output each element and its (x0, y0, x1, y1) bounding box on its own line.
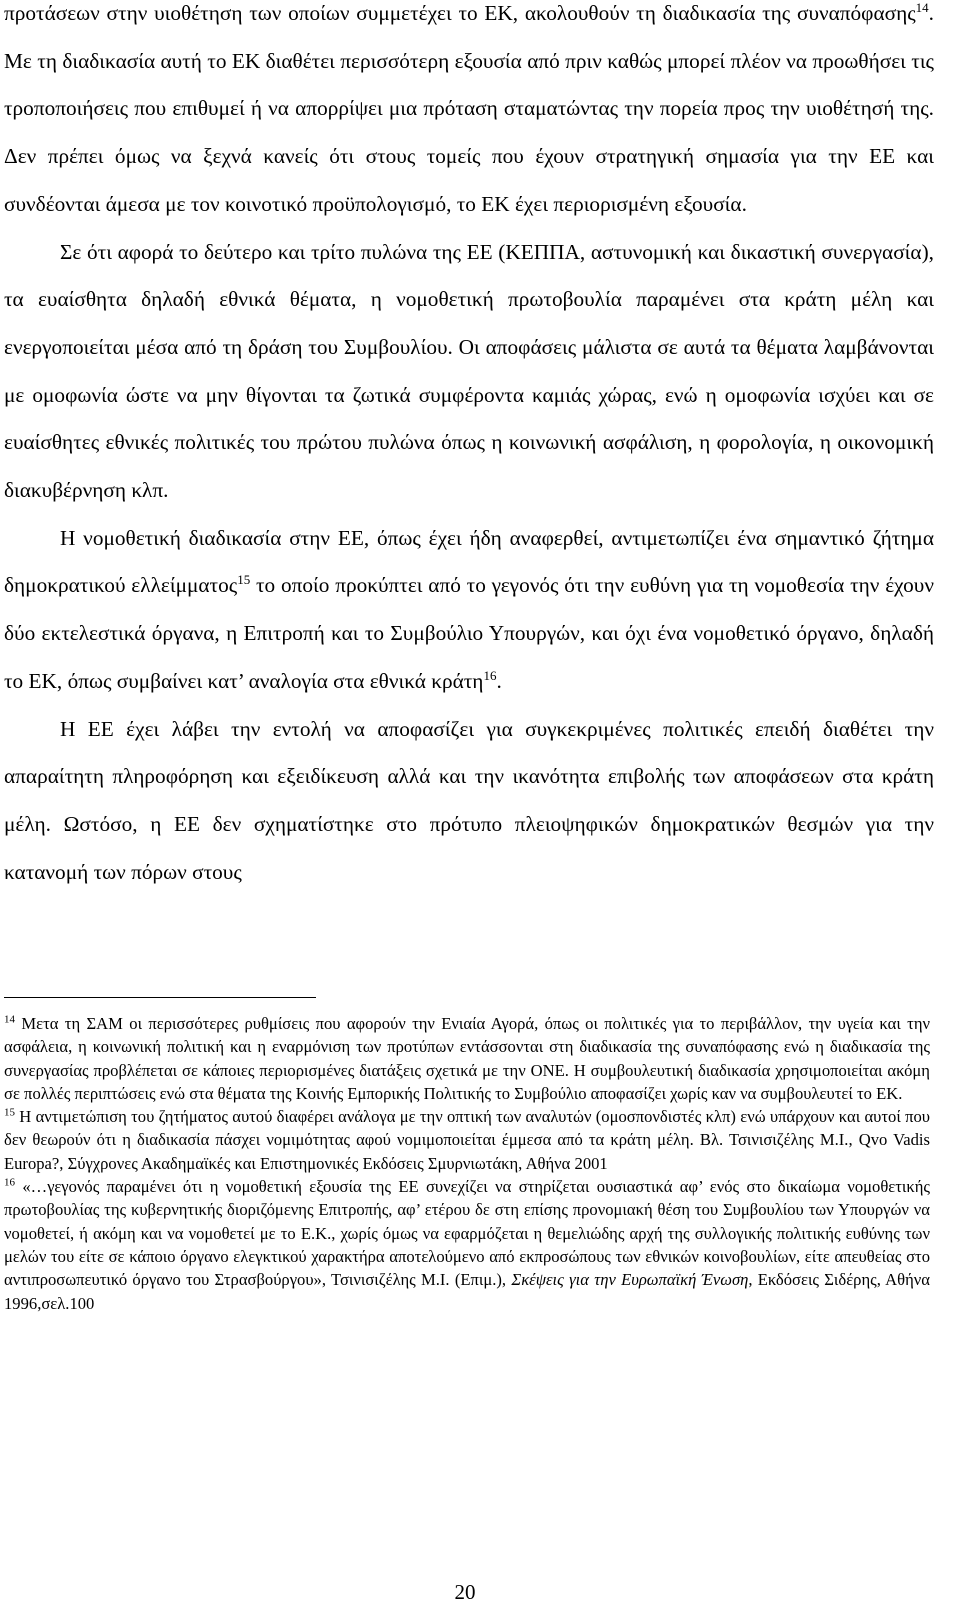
footnote-ref-16[interactable]: 16 (483, 667, 497, 683)
page-number: 20 (454, 1580, 476, 1604)
paragraph-4: Η ΕΕ έχει λάβει την εντολή να αποφασίζει για συγκεκριμένες πολιτικές επειδή διαθέτει την απαραίτητη πληροφόρηση και εξειδίκευση αλλά και την ικανότητα επιβολής των αποφάσεων στα κράτη μέλη. Ωστόσο, η ΕΕ δεν σχηματίστηκε στο πρότυπο πλειοψηφικών δημοκρατικών θεσμών για την κατανομή των πόρων στους (4, 716, 934, 884)
footnote-number: 14 (4, 1013, 15, 1026)
footnotes (4, 1012, 930, 1315)
footnote-separator (4, 997, 316, 998)
footnote-14: $^{14}$ Μετα τη ΣΑΜ οι περισσότερες ρυθμίσεις που αφορούν την Ενιαία Αγορά, όπως οι πολιτικές για το περιβάλλον, την υγεία και την ασφάλεια, η κοινωνική πολιτική και η εναρμόνιση των προτύπων εντάσσονται στη διαδικασία της συναπόφασης ενώ η διαδικασία της συνεργασίας προβλέπεται σε κάποιες περιορισμένες διατάξεις σχετικά με την ΟΝΕ. Η συμβουλευτική διαδικασία χρησιμοποιείται ακόμη σε πολλές περιπτώσεις ενώ στα θέματα της Κοινής Εμπορικής Πολιτικής το Συμβούλιο αποφασίζει χωρίς καν να συμβουλευτεί το ΕΚ. (4, 1013, 930, 1103)
footnote-15: $^{15}$ Η αντιμετώπιση του ζητήματος αυτού διαφέρει ανάλογα με την οπτική των αναλυτών (ομοσπονδιστές κλπ) ενώ υπάρχουν και αυτοί που δεν θεωρούν ότι η διαδικασία πάσχει νομιμότητας αφού νομιμοποιείται έμμεσα από τα κράτη μέλη. Βλ. Τσινισιζέλης Μ.Ι., Qvo Vadis Europa?, Σύγχρονες Ακαδημαϊκές και Επιστημονικές Εκδόσεις Σμυρνιωτάκη, Αθήνα 2001 (4, 1106, 930, 1173)
paragraph-1: προτάσεων στην υιοθέτηση των οποίων συμμετέχει το ΕΚ, ακολουθούν τη διαδικασία της συναπόφασης$^{14}$. Με τη διαδικασία αυτή το ΕΚ διαθέτει περισσότερη εξουσία από πριν καθώς μπορεί πλέον να προωθήσει τις τροποποιήσεις που επιθυμεί ή να απορρίψει μια πρόταση σταματώντας την πορεία προς την υιοθέτησή της. Δεν πρέπει όμως να ξεχνά κανείς ότι στους τομείς που έχουν στρατηγική σημασία για την ΕΕ και συνδέονται άμεσα με τον κοινοτικό προϋπολογισμό, το ΕΚ έχει περιορισμένη εξουσία. (4, 0, 934, 216)
footnote-number: 15 (4, 1106, 15, 1119)
cited-book-title: Σκέψεις για την Ευρωπαϊκή Ένωση (511, 1270, 749, 1290)
footnote-ref-15[interactable]: 15 (237, 572, 251, 588)
paragraph-3: Η νομοθετική διαδικασία στην ΕΕ, όπως έχει ήδη αναφερθεί, αντιμετωπίζει ένα σημαντικό ζήτημα δημοκρατικού ελλείμματος$^{15}$ το οποίο προκύπτει από το γεγονός ότι την ευθύνη για τη νομοθεσία την έχουν δύο εκτελεστικά όργανα, η Επιτροπή και το Συμβούλιο Υπουργών, και όχι ένα νομοθετικό όργανο, δηλαδή το ΕΚ, όπως συμβαίνει κατ’ αναλογία στα εθνικά κράτη$^{16}$. (4, 525, 934, 693)
paragraph-2: Σε ότι αφορά το δεύτερο και τρίτο πυλώνα της ΕΕ (ΚΕΠΠΑ, αστυνομική και δικαστική συνεργασία), τα ευαίσθητα δηλαδή εθνικά θέματα, η νομοθετική πρωτοβουλία παραμένει στα κράτη μέλη και ενεργοποιείται μέσα από τη δράση του Συμβουλίου. Οι αποφάσεις μάλιστα σε αυτά τα θέματα λαμβάνονται με ομοφωνία ώστε να μην θίγονται τα ζωτικά συμφέροντα καμιάς χώρας, ενώ η ομοφωνία ισχύει και σε ευαίσθητες εθνικές πολιτικές του πρώτου πυλώνα όπως η κοινωνική ασφάλιση, η φορολογία, η οικονομική διακυβέρνηση κλπ. (4, 239, 934, 503)
main-text (4, 0, 934, 896)
footnote-number: 16 (4, 1176, 15, 1189)
footnote-ref-14[interactable]: 14 (915, 0, 929, 15)
footnote-16: $^{16}$ «…γεγονός παραμένει ότι η νομοθετική εξουσία της ΕΕ συνεχίζει να στηρίζεται ουσιαστικά αφ’ ενός στο δικαίωμα νομοθετικής πρωτοβουλίας της κυβερνητικής διοριζόμενης Επιτροπής, αφ’ ετέρου δε στη επίσης προνομιακή θέση του Συμβουλίου των Υπουργών να νομοθετεί, ή ακόμη και να νομοθετεί με το Ε.Κ., χωρίς όμως να εφαρμόζεται η θεμελιώδης αρχή της συλλογικής πολιτικής ευθύνης των μελών του είτε σε κάποιο όργανο ελεγκτικού χαρακτήρα αποτελούμενο από εκπροσώπους των εθνικών κοινοβουλίων, είτε απευθείας στο αντιπροσωπευτικό όργανο του Στρασβούργου», Τσινισιζέλης Μ.Ι. (Επιμ.), Σκέψεις για την Ευρωπαϊκή Ένωση, Εκδόσεις Σιδέρης, Αθήνα 1996,σελ.100 (4, 1176, 930, 1313)
